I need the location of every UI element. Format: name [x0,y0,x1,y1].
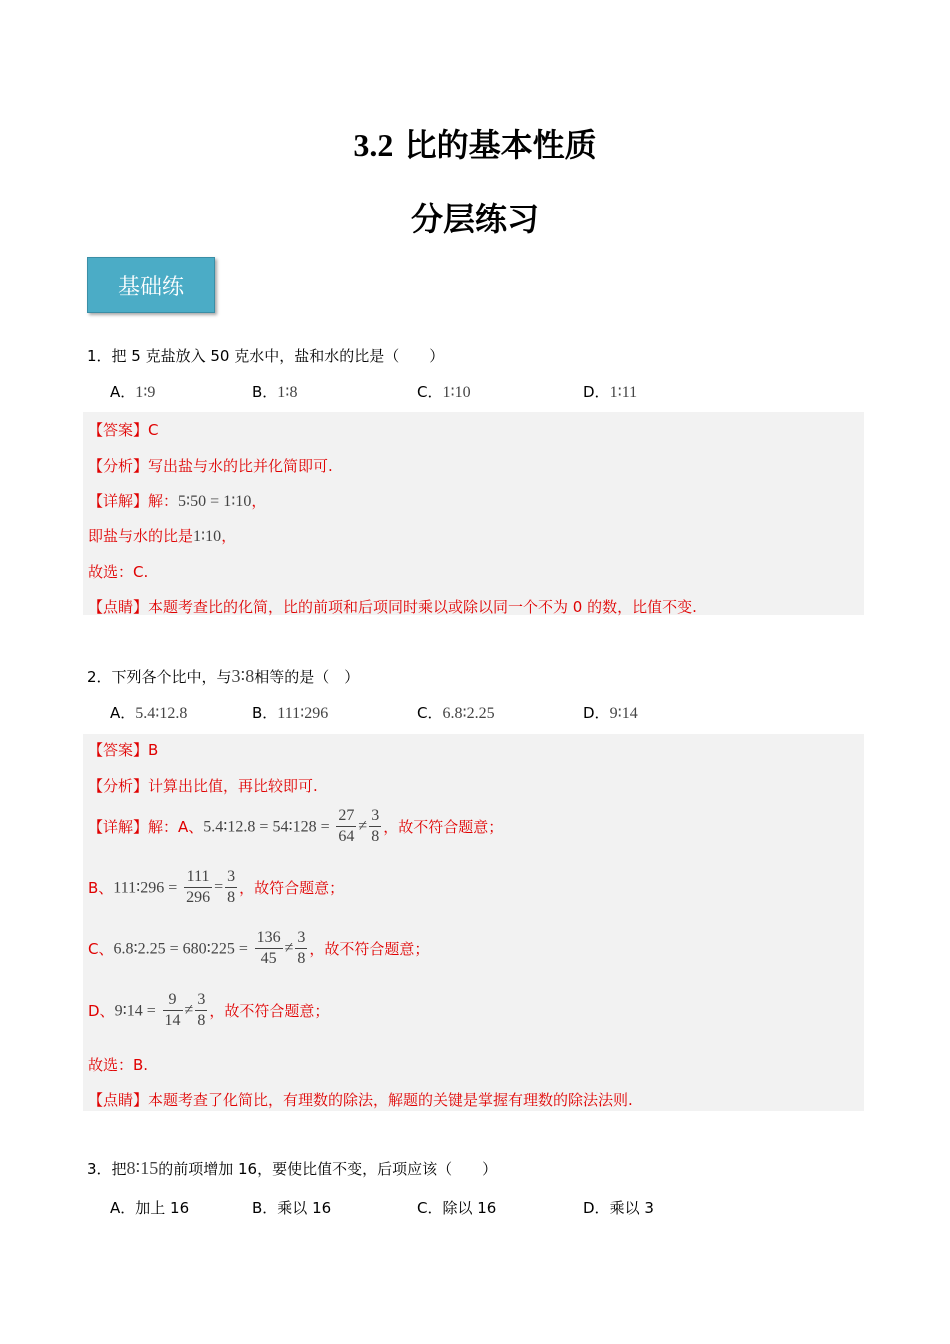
question-2-options [110,702,870,726]
q2-option-d: D．9∶14 [583,704,638,722]
fraction: $\frac{3}{8}$ [197,991,206,1029]
fraction: $\frac{9}{14}$ [164,991,181,1029]
q2-option-b: B．111∶296 [252,704,329,722]
fraction: $\frac{111}{296}$ [186,868,211,906]
q2-answer: 【答案】B [88,741,159,759]
q2-detail-a: 【详解】解：A、5.4∶12.8 = 54∶128 = $\frac{27}{64}$ ≠ $\frac{3}{8}$ ，故不符合题意； [88,807,504,845]
q2-option-a: A．5.4∶12.8 [110,704,188,722]
q1-tip: 【点睛】本题考查比的化简，比的前项和后项同时乘以或除以同一个不为 0 的数，比值不变. [88,598,697,616]
q3-option-a: A．加上 16 [110,1199,190,1217]
q1-answer: 【答案】C [88,421,159,439]
title-number: 3.2 [353,127,394,163]
question-1-options [110,381,870,405]
fraction: $\frac{27}{64}$ [338,807,355,845]
fraction: $\frac{136}{45}$ [256,929,281,967]
q1-option-c: C．1∶10 [417,383,471,401]
document-title [0,120,950,166]
q3-option-d: D．乘以 3 [583,1199,654,1217]
q3-option-c: C．除以 16 [417,1199,497,1217]
q1-choice: 故选：C. [88,563,149,581]
q1-analysis: 【分析】写出盐与水的比并化简即可. [88,457,333,475]
fraction: $\frac{3}{8}$ [371,807,380,845]
fraction: $\frac{3}{8}$ [297,929,306,967]
question-3-options [110,1197,870,1221]
q3-option-b: B．乘以 16 [252,1199,332,1217]
question-1-stem: 1．把 5 克盐放入 50 克水中，盐和水的比是（ ） [87,347,445,365]
q2-choice: 故选：B. [88,1056,149,1074]
title-text: 比的基本性质 [404,126,597,164]
q2-detail-d: D、9∶14 = $\frac{9}{14}$ ≠ $\frac{3}{8}$ ，故不符合题意； [88,991,330,1029]
q2-analysis: 【分析】计算出比值，再比较即可. [88,777,318,795]
q2-option-c: C．6.8∶2.25 [417,704,495,722]
q1-option-d: D．1∶11 [583,383,638,401]
q1-option-a: A．1∶9 [110,383,156,401]
section-badge: 基础练 [87,257,215,313]
q1-detail: 【详解】解：5∶50 = 1∶10， [88,492,267,510]
q2-tip: 【点睛】本题考查了化简比，有理数的除法，解题的关键是掌握有理数的除法法则. [88,1091,633,1109]
document-subtitle: 分层练习 [410,200,539,238]
question-2-solution [83,734,864,1111]
question-3-stem: 3．把8∶15的前项增加 16，要使比值不变，后项应该（ ） [87,1158,498,1178]
question-1-solution [83,412,864,615]
q2-detail-b: B、111∶296 = $\frac{111}{296}$ = $\frac{3}{8}$ ，故符合题意； [88,868,345,906]
fraction: $\frac{3}{8}$ [227,868,236,906]
q1-option-b: B．1∶8 [252,383,298,401]
question-2-stem: 2．下列各个比中，与3∶8相等的是（ ） [87,666,360,686]
q1-detail-line2: 即盐与水的比是1∶10， [88,527,237,545]
q2-detail-c: C、6.8∶2.25 = 680∶225 = $\frac{136}{45}$ ≠ $\frac{3}{8}$ ，故不符合题意； [88,929,430,967]
